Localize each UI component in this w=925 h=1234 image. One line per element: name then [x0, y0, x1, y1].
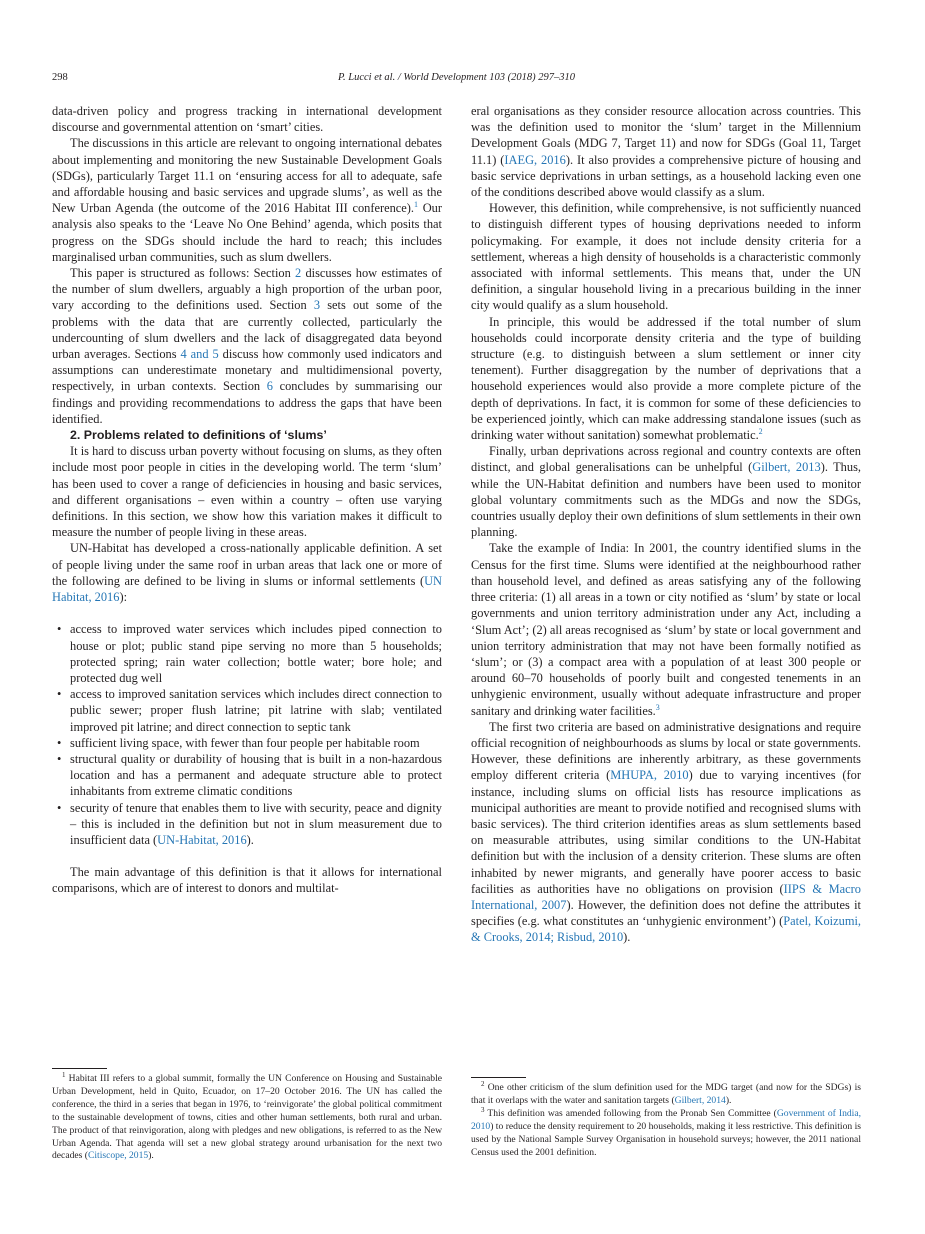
footnote-rule — [471, 1077, 526, 1078]
paragraph: UN-Habitat has developed a cross-nationally applicable definition. A set of people living under the same roof in urban areas that lack one or more of the following are defined to be living in slums or informal settlements (UN Habitat, 2016): — [52, 541, 442, 605]
page-header — [52, 72, 861, 88]
citation-link[interactable]: UN Habitat, 2016 — [52, 573, 442, 605]
citation-link[interactable]: IIPS & Macro International, 2007 — [471, 881, 861, 912]
paragraph: However, this definition, while comprehensive, is not sufficiently nuanced to distinguish different types of housing deprivations needed to inform policymaking. For example, it does not include density criteria for a settlement, whereas a high density of households is a characteristic commonly associated with informal settlements. This means that, under the UN definition, a singular household living in a precarious building in the inner city would qualify as a slum household. — [471, 201, 861, 313]
section-link[interactable]: 2 — [295, 266, 302, 281]
footnotes-left — [52, 1068, 442, 1163]
section-heading: 2. Problems related to definitions of ‘slums’ — [70, 428, 327, 443]
footnote-number: 2 — [481, 1080, 485, 1088]
footnote: $^1$ Habitat III refers to a global summit, formally the UN Conference on Housing and Sustainable Urban Development, held in Quito, Ecuador, on 17–20 October 2016. The UN has called the conference, the third in a series that began in 1976, to ‘reinvigorate’ the global political commitment to the sustainable development of towns, cities and other human settlements, both rural and urban. The product of that reinvigoration, along with pledges and new obligations, is referred to as the New Urban Agenda. That agenda will set a new global strategy around urbanisation for the next two decades (Citiscope, 2015). — [52, 1071, 442, 1162]
criteria-list — [52, 621, 442, 848]
paragraph: It is hard to discuss urban poverty without focusing on slums, as they often include most poor people in cities in the developing world. The term ‘slum’ has been used to cover a range of deficiencies in housing and basic services, and different organisations – even within a country – often use varying definitions. In this section, we show how this variation makes it difficult to measure the number of people living in these areas. — [52, 444, 442, 540]
paragraph: eral organisations as they consider resource allocation across countries. This was the definition used to monitor the ‘slum’ target in the Millennium Development Goals (MDG 7, Target 11) and now for SDGs (Goal 11, Target 11.1) (IAEG, 2016). It also provides a comprehensive picture of housing and basic service deprivations in urban settings, as a household lacking even one of the conditions described above would classify as a slum. — [471, 104, 861, 200]
list-item: • access to improved sanitation services which includes direct connection to public sewer; proper flush latrine; pit latrine with slab; ventilated improved pit latrine; and direct connection to septic tank — [70, 686, 442, 735]
list-item: • security of tenure that enables them to live with security, peace and dignity – this is included in the definition but not in slum measurement due to insufficient data (UN-Habitat, 2016). — [70, 800, 442, 849]
paragraph: The discussions in this article are relevant to ongoing international debates about implementing and monitoring the new Sustainable Development Goals (SDGs), particularly Target 11.1 on ‘ensuring access for all to adequate, safe and affordable housing and basic services and upgrade slums’, as well as the New Urban Agenda (the outcome of the 2016 Habitat III conference).$^1$ Our analysis also speaks to the ‘Leave No One Behind’ agenda, which posits that progress on the SDGs should include the hard to reach; this includes marginalised urban communities, such as slum dwellers. — [52, 136, 442, 264]
footnote-number: 1 — [62, 1071, 66, 1079]
section-link[interactable]: 3 — [313, 298, 321, 313]
left-column — [52, 103, 442, 897]
running-head: P. Lucci et al. / World Development 103 (2018) 297–310 — [337, 72, 576, 83]
paragraph: The first two criteria are based on administrative designations and require official recognition of neighbourhoods as slums by local or state governments. However, these definitions are inherently arbitrary, as these governments employ different criteria (MHUPA, 2010) due to varying incentives (for instance, including slums on official lists has resource implications as municipal authorities are meant to provide notified and recognised slums with basic services). The third criterion identifies areas as slum settlements based on measurable attributes, using similar conditions to the UN-Habitat definition but with the inclusion of a density criterion. These slums are often inhabited by newer migrants, and generally have poorer access to basic facilities as authorities have no obligations on provision (IIPS & Macro International, 2007). However, the definition does not define the attributes it specifies (e.g. what constitutes an ‘unhygienic environment’) (Patel, Koizumi, & Crooks, 2014; Risbud, 2010). — [471, 719, 862, 945]
citation-link[interactable]: MHUPA, 2010 — [610, 768, 689, 783]
citation-link[interactable]: UN-Habitat, 2016 — [157, 832, 247, 847]
paragraph: The main advantage of this definition is that it allows for international comparisons, which are of interest to donors and multilat- — [52, 865, 442, 896]
footnote-ref[interactable]: 3 — [655, 702, 660, 712]
citation-link[interactable]: Gilbert, 2014 — [674, 1094, 726, 1106]
footnote: $^3$ This definition was amended following from the Pronab Sen Committee (Government of India, 2010) to reduce the density requirement to 20 households, making it less restrictive. This definition is used by the National Sample Survey Organisation in household surveys; however, the 2011 national Census used the 2001 definition. — [471, 1105, 861, 1158]
paragraph: Take the example of India: In 2001, the country identified slums in the Census for the first time. Slums were identified at the neighbourhood rather than household level, and defined as areas satisfying any of the following three criteria: (1) all areas in a town or city notified as ‘slum’ by state or local governments and union territory administration under any Act, including a ‘Slum Act’; (2) all areas recognised as ‘slum’ by state or local government and union territory administration that may not have been formally notified as ‘slum’; or (3) a compact area with a population of at least 300 people or around 60–70 households of poorly built and congested tenements in an unhygienic environment, usually without adequate infrastructure and proper sanitary and drinking water facilities.$^3$ — [471, 541, 861, 718]
section-link[interactable]: 4 and 5 — [180, 347, 219, 362]
footnote-ref[interactable]: 1 — [414, 200, 418, 210]
citation-link[interactable]: IAEG, 2016 — [504, 152, 566, 167]
footnote-number: 3 — [481, 1105, 485, 1114]
citation-link[interactable]: Citiscope, 2015 — [87, 1150, 149, 1162]
citation-link[interactable]: Patel, Koizumi, & Crooks, 2014; Risbud, 2010 — [471, 914, 861, 945]
list-item: • structural quality or durability of housing that is built in a non-hazardous location and has a permanent and adequate structure able to protect inhabitants from extreme climatic conditions — [70, 751, 442, 800]
citation-link[interactable]: Government of India, 2010 — [471, 1107, 861, 1132]
list-item: • sufficient living space, with fewer than four people per habitable room — [70, 735, 442, 751]
list-item: • access to improved water services which includes piped connection to house or plot; public stand pipe serving no more than 5 households; protected spring; rain water collection; bottle water; bore hole; and protected dug well — [70, 621, 442, 686]
right-column — [471, 103, 861, 946]
footnote-ref[interactable]: 2 — [758, 427, 763, 437]
footnotes-right — [471, 1077, 861, 1159]
paragraph: This paper is structured as follows: Section 2 discusses how estimates of the number of slum dwellers, arguably a high proportion of the urban poor, vary according to the definitions used. Section 3 sets out some of the problems with the data that are currently collected, particularly the undercounting of slum dwellers and the lack of disaggregated data beyond urban averages. Sections 4 and 5 discuss how commonly used indicators and assumptions can underestimate monetary and multidimensional poverty, respectively, in urban contexts. Section 6 concludes by summarising our findings and providing recommendations to address the gaps that have been identified. — [52, 266, 443, 426]
section-link[interactable]: 6 — [266, 379, 273, 394]
paragraph: In principle, this would be addressed if the total number of slum households could incorporate density criteria and the type of building structure (e.g. to distinguish between a slum settlement or inner city tenement). Further disaggregation by the number of deprivations that a household experiences would also provide a more complete picture of the depth of deprivations. In fact, it is common for some of these deficiencies to be experienced jointly, which can make addressing standalone issues (such as drinking water without sanitation) somewhat problematic.$^2$ — [471, 314, 861, 443]
citation-link[interactable]: Gilbert, 2013 — [752, 460, 821, 475]
paragraph: Finally, urban deprivations across regional and country contexts are often distinct, and global generalisations can be unhelpful (Gilbert, 2013). Thus, while the UN-Habitat definition and numbers have been used to monitor global voluntary commitments such as the MDGs and now the SDGs, countries usually deploy their own definitions of slum settlements in their own planning. — [471, 444, 861, 540]
page-number: 298 — [52, 72, 68, 83]
paragraph: data-driven policy and progress tracking in international development discourse and governmental attention on ‘smart’ cities. — [52, 104, 442, 135]
footnote: $^2$ One other criticism of the slum definition used for the MDG target (and now for the SDGs) is that it overlaps with the water and sanitation targets (Gilbert, 2014). — [471, 1080, 861, 1106]
footnote-rule — [52, 1068, 107, 1069]
